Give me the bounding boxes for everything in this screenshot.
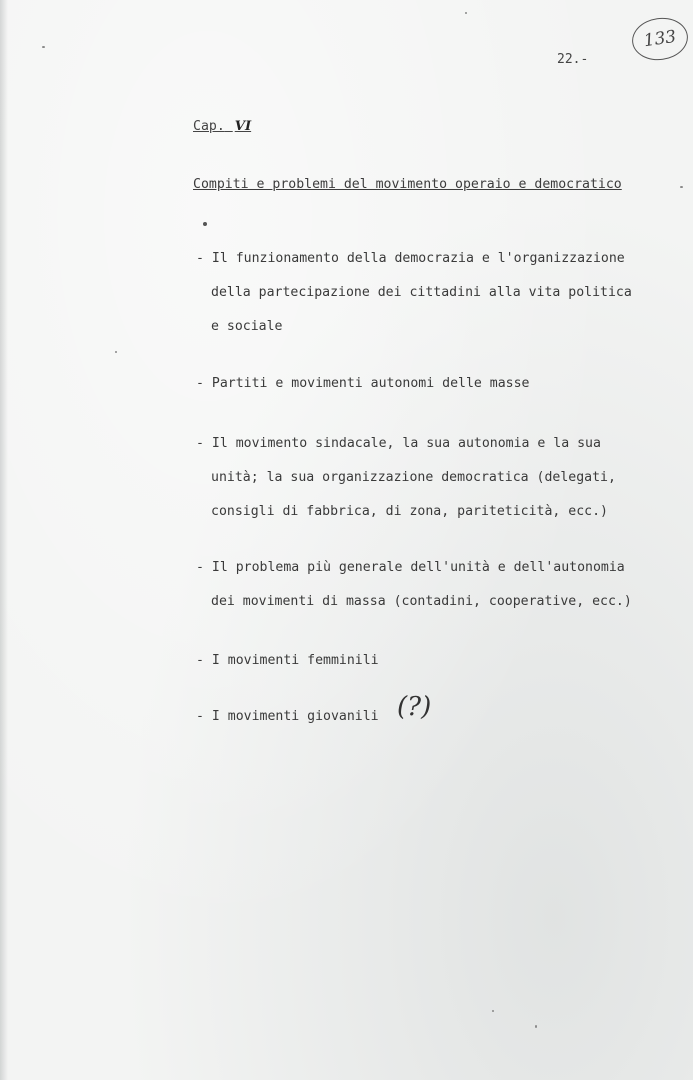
list-item-line: consigli di fabbrica, di zona, pariteticità, ecc.) xyxy=(211,504,608,519)
list-item-parties xyxy=(196,367,529,401)
list-item-line: della partecipazione dei cittadini alla vita politica xyxy=(211,285,632,300)
list-item-line: - Il movimento sindacale, la sua autonomia e la sua xyxy=(196,436,601,451)
list-item-line: e sociale xyxy=(211,319,283,334)
paper-speck xyxy=(42,46,45,48)
list-item-democracy xyxy=(196,242,632,344)
archive-stamp xyxy=(629,14,690,63)
chapter-number: VI xyxy=(234,119,252,134)
list-item-line: dei movimenti di massa (contadini, cooperative, ecc.) xyxy=(211,594,632,609)
section-title: Compiti e problemi del movimento operaio e democratico xyxy=(193,177,622,192)
page-edge-shadow xyxy=(0,0,8,1080)
list-item-line: - I movimenti giovanili xyxy=(196,709,379,724)
list-item-line: unità; la sua organizzazione democratica (delegati, xyxy=(211,470,616,485)
page-number: 22.- xyxy=(557,52,589,67)
handwritten-question-mark: (?) xyxy=(397,692,432,722)
list-item-line: - Il problema più generale dell'unità e dell'autonomia xyxy=(196,560,625,575)
stray-mark xyxy=(203,222,207,226)
paper-speck xyxy=(680,186,683,188)
list-item-youth-movements xyxy=(196,700,379,734)
list-item-line: - Il funzionamento della democrazia e l'organizzazione xyxy=(196,251,625,266)
list-item-women-movements xyxy=(196,644,379,678)
archive-stamp-number: 133 xyxy=(642,26,678,52)
list-item-mass-movements xyxy=(196,551,632,619)
list-item-unions xyxy=(196,427,616,529)
paper-speck xyxy=(492,1010,494,1012)
list-item-line: - I movimenti femminili xyxy=(196,653,379,668)
chapter-label: Cap. xyxy=(193,119,225,134)
chapter-heading xyxy=(193,119,251,134)
paper-speck xyxy=(465,12,467,14)
paper-speck xyxy=(115,351,117,353)
paper-speck xyxy=(535,1025,537,1028)
list-item-line: - Partiti e movimenti autonomi delle masse xyxy=(196,376,530,391)
